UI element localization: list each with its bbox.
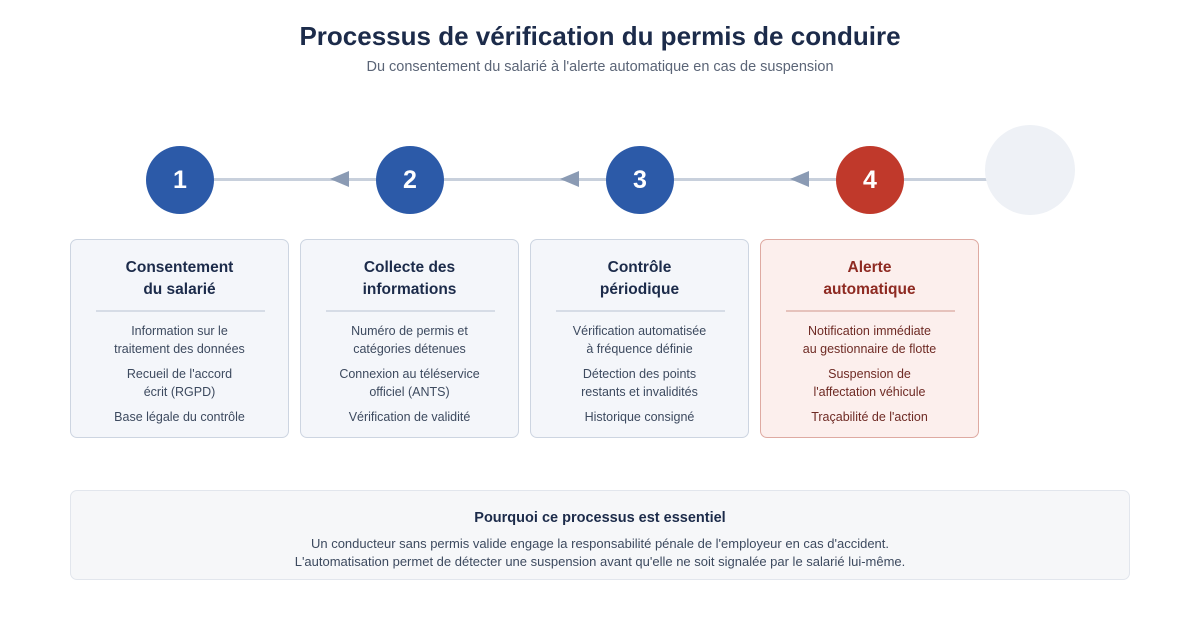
card-item	[761, 408, 978, 426]
card-item-line: Suspension de	[828, 367, 911, 381]
card-title-line: du salarié	[143, 281, 216, 298]
card-item-line: Base légale du contrôle	[114, 410, 245, 424]
card-item-line: Notification immédiate	[808, 324, 931, 338]
card-item	[301, 322, 518, 358]
card-item-line: Connexion au téléservice	[339, 367, 480, 381]
card-item-line: Numéro de permis et	[351, 324, 468, 338]
card-item-list	[301, 322, 518, 433]
arrow-left-icon	[560, 171, 579, 187]
card-divider	[326, 310, 495, 312]
card-title-line: automatique	[823, 281, 916, 298]
step-card-alerte	[760, 239, 979, 438]
card-item	[531, 322, 748, 358]
card-item	[71, 408, 288, 426]
ghost-circle-decoration	[985, 125, 1075, 215]
card-item-line: Information sur le	[131, 324, 228, 338]
card-item-line: Vérification automatisée	[572, 324, 707, 338]
card-item-line: l'affectation véhicule	[813, 385, 926, 399]
card-title-line: Alerte	[847, 259, 892, 276]
card-title	[531, 257, 748, 301]
card-item	[761, 322, 978, 358]
card-title	[761, 257, 978, 301]
card-item-line: Traçabilité de l'action	[811, 410, 928, 424]
card-item-line: restants et invalidités	[581, 385, 698, 399]
card-item	[531, 408, 748, 426]
card-item	[71, 322, 288, 358]
card-title	[71, 257, 288, 301]
info-callout	[70, 490, 1130, 580]
card-item-line: catégories détenues	[353, 342, 466, 356]
card-item-line: Recueil de l'accord	[126, 367, 233, 381]
callout-title: Pourquoi ce processus est essentiel	[474, 510, 726, 526]
card-item-line: Vérification de validité	[348, 410, 471, 424]
page-title: Processus de vérification du permis de conduire	[299, 21, 901, 51]
card-divider	[556, 310, 725, 312]
step-3-circle: 3	[606, 146, 674, 214]
arrow-left-icon	[790, 171, 809, 187]
card-item-list	[761, 322, 978, 433]
arrow-left-icon	[330, 171, 349, 187]
card-item-line: Historique consigné	[584, 410, 695, 424]
card-item	[301, 365, 518, 401]
card-item	[761, 365, 978, 401]
card-title	[301, 257, 518, 301]
step-4-circle: 4	[836, 146, 904, 214]
card-item-line: traitement des données	[114, 342, 245, 356]
card-item-line: au gestionnaire de flotte	[802, 342, 937, 356]
card-title-line: Contrôle	[607, 259, 672, 276]
callout-text-line: Un conducteur sans permis valide engage la responsabilité pénale de l'employeur en cas d'accident.	[310, 536, 890, 551]
callout-text-line: L'automatisation permet de détecter une suspension avant qu'elle ne soit signalée par le salarié lui-même.	[294, 554, 906, 569]
card-item-list	[71, 322, 288, 433]
card-item	[531, 365, 748, 401]
card-item-line: officiel (ANTS)	[369, 385, 450, 399]
card-title-line: périodique	[599, 281, 680, 298]
card-item-line: à fréquence définie	[586, 342, 693, 356]
step-card-controle	[530, 239, 749, 438]
card-item	[301, 408, 518, 426]
card-item	[71, 365, 288, 401]
step-card-collecte	[300, 239, 519, 438]
step-1-circle: 1	[146, 146, 214, 214]
card-title-line: informations	[362, 281, 457, 298]
card-divider	[786, 310, 955, 312]
step-card-consentement	[70, 239, 289, 438]
step-2-circle: 2	[376, 146, 444, 214]
card-divider	[96, 310, 265, 312]
card-item-line: Détection des points	[582, 367, 697, 381]
page-subtitle: Du consentement du salarié à l'alerte automatique en cas de suspension	[366, 59, 834, 75]
card-title-line: Consentement	[125, 259, 234, 276]
card-title-line: Collecte des	[363, 259, 456, 276]
card-item-list	[531, 322, 748, 433]
card-item-line: écrit (RGPD)	[143, 385, 216, 399]
